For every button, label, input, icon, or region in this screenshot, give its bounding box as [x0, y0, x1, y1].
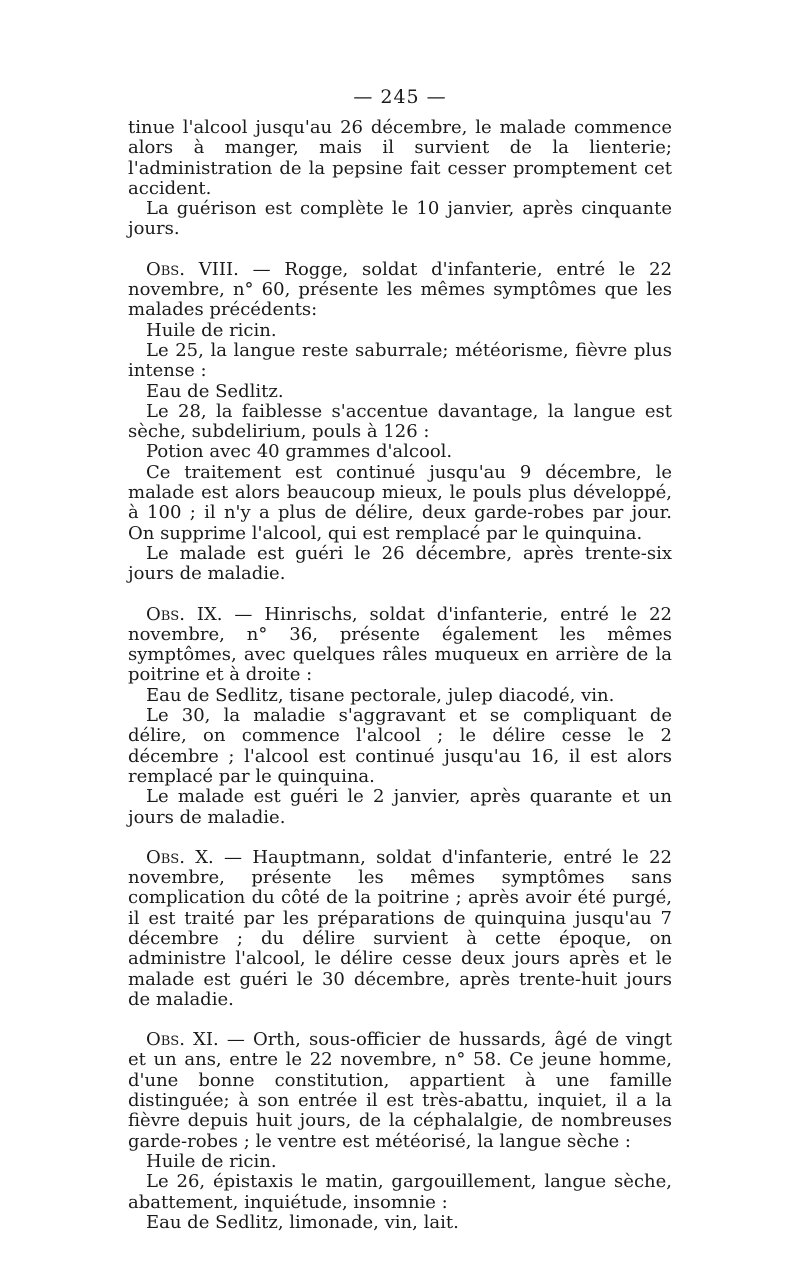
- paragraph: Ce traitement est continué jusqu'au 9 décembre, le malade est alors beaucoup mieux, le pouls plus développé, à 100 ; il n'y a plus de délire, deux garde-robes par jour. On supprime l'alcool, qui est remplacé par le quinquina.: [128, 461, 672, 544]
- obs-label: Obs. X.: [146, 846, 214, 868]
- paragraph: Le malade est guéri le 26 décembre, après trente-six jours de maladie.: [128, 542, 672, 585]
- paragraph: Rogge, soldat d'infanterie, entré le 22 novembre, n° 60, présente les mêmes symptômes que les malades précédents:: [128, 258, 672, 321]
- paragraph: tinue l'alcool jusqu'au 26 décembre, le malade commence alors à manger, mais il survient de la lienterie; l'administration de la pepsine fait cesser promptement cet accident.: [128, 117, 672, 199]
- page-number: — 245 —: [353, 86, 447, 108]
- paragraph: Potion avec 40 grammes d'alcool.: [146, 441, 453, 463]
- paragraph: Le malade est guéri le 2 janvier, après quarante et un jours de maladie.: [128, 786, 672, 828]
- paragraph: Le 28, la faiblesse s'accentue davantage, la langue est sèche, subdelirium, pouls à 126 :: [128, 400, 672, 443]
- paragraph: La guérison est complète le 10 janvier, après cinquante jours.: [128, 198, 672, 240]
- obs-label: Obs. IX.: [146, 603, 223, 625]
- paragraph: Huile de ricin.: [146, 1150, 277, 1172]
- paragraph: Le 25, la langue reste saburrale; météorisme, fièvre plus intense :: [128, 339, 672, 382]
- observation-viii: Obs. VIII. — Rogge, soldat d'infanterie, entré le 22 novembre, n° 60, présente les mêmes symptômes que les malades précédents:: [128, 258, 672, 321]
- obs-label: Obs. XI.: [146, 1029, 219, 1051]
- page-body: [128, 118, 672, 1233]
- paragraph: Hinrischs, soldat d'infanterie, entré le 22 novembre, n° 36, présente également les mêmes symptômes, avec quelques râles muqueux en arrière de la poitrine et à droite :: [128, 603, 672, 686]
- paragraph: Huile de ricin.: [146, 319, 277, 341]
- paragraph: Le 26, épistaxis le matin, gargouillement, langue sèche, abattement, inquiétude, insomnie :: [128, 1171, 672, 1213]
- observation-xi: Obs. XI. — Orth, sous-officier de hussards, âgé de vingt et un ans, entre le 22 novembre, n° 58. Ce jeune homme, d'une bonne constitution, appartient à une famille distinguée; à son entrée il est très-abattu, inquiet, il a la fièvre depuis huit jours, de la céphalalgie, de nombreuses garde-robes ; le ventre est météorisé, la langue sèche :: [128, 1029, 672, 1152]
- observation-ix: Obs. IX. — Hinrischs, soldat d'infanterie, entré le 22 novembre, n° 36, présente également les mêmes symptômes, avec quelques râles muqueux en arrière de la poitrine et à droite :: [128, 603, 672, 686]
- observation-x: Obs. X. — Hauptmann, soldat d'infanterie, entré le 22 novembre, présente les mêmes symptômes sans complication du côté de la poitrine ; après avoir été purgé, il est traité par les préparations de quinquina jusqu'au 7 décembre ; du délire survient à cette époque, on administre l'alcool, le délire cesse deux jours après et le malade est guéri le 30 décembre, après trente-huit jours de maladie.: [128, 846, 672, 1010]
- paragraph: Hauptmann, soldat d'infanterie, entré le 22 novembre, présente les mêmes symptômes sans complication du côté de la poitrine ; après avoir été purgé, il est traité par les préparations de quinquina jusqu'au 7 décembre ; du délire survient à cette époque, on administre l'alcool, le délire cesse deux jours après et le malade est guéri le 30 décembre, après trente-huit jours de maladie.: [128, 846, 672, 1010]
- paragraph: Eau de Sedlitz, tisane pectorale, julep diacodé, vin.: [146, 684, 615, 706]
- obs-label: Obs. VIII.: [146, 258, 239, 280]
- paragraph: Orth, sous-officier de hussards, âgé de vingt et un ans, entre le 22 novembre, n° 58. Ce jeune homme, d'une bonne constitution, appartient à une famille distinguée; à son entrée il est très-abattu, inquiet, il a la fièvre depuis huit jours, de la céphalalgie, de nombreuses garde-robes ; le ventre est météorisé, la langue sèche :: [128, 1029, 672, 1152]
- paragraph: Le 30, la maladie s'aggravant et se compliquant de délire, on commence l'alcool ; le délire cesse le 2 décembre ; l'alcool est continué jusqu'au 16, il est alors remplacé par le quinquina.: [128, 705, 672, 787]
- paragraph: Eau de Sedlitz, limonade, vin, lait.: [146, 1211, 459, 1233]
- paragraph: Eau de Sedlitz.: [146, 380, 284, 402]
